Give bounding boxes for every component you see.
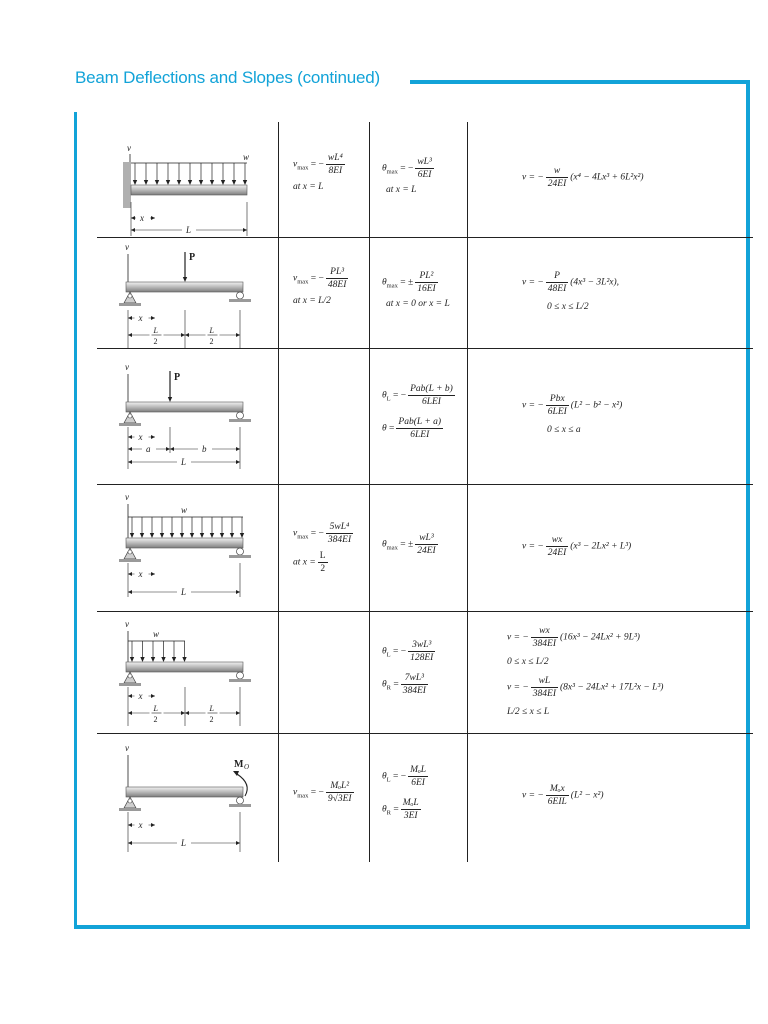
elastic-curve-polynomial: (4x³ − 3L²x), [570,277,620,288]
half-span-label-denominator: 2 [153,715,158,724]
span-label: L [181,838,187,848]
max-deflection-cell [293,521,355,575]
slope-symbol: θ [382,390,387,401]
slope-fraction [408,764,428,789]
slope-symbol: θ [382,771,387,782]
beam-diagram-svg [97,734,277,862]
slope-equation [382,156,436,181]
elastic-curve-symbol: v = − [507,682,529,693]
half-span-label: L [153,326,158,335]
max-deflection-equals: = − [308,159,324,170]
elastic-curve-denominator: 384EI [532,639,557,649]
load-label: w [243,152,250,162]
slope-numerator: Pab(L + a) [398,417,442,427]
load-arrow-head [144,180,148,185]
b-label: b [202,444,207,454]
slope-fraction [408,639,435,664]
load-arrow-head [221,180,225,185]
max-deflection-denominator: 8EI [328,166,343,176]
elastic-curve-symbol: v = − [522,790,544,801]
elastic-curve-denominator: 48EI [547,283,567,294]
max-deflection-fraction [326,780,354,805]
load-arrow-head [240,533,244,538]
max-deflection-equation [293,152,347,177]
beam [131,185,247,195]
elastic-curve-fraction [546,783,569,808]
max-deflection-equals: = − [308,787,324,798]
max-deflection-subscript: max [297,533,309,541]
pin-support-icon [119,672,141,686]
slope-equation [382,383,457,408]
elastic-curve-numerator: Pbx [546,393,569,406]
elastic-curve-symbol: v = − [522,400,544,411]
frame-left-border [74,112,77,929]
slope-equation [382,797,430,822]
v-axis-label: v [125,362,129,372]
slope-fraction [396,416,443,441]
max-deflection-equals: = − [308,528,324,539]
max-deflection-subscript: max [297,164,309,172]
beam [126,538,243,548]
slope-subscript: max [386,544,398,552]
column-divider [467,238,468,349]
slope-equals: = − [397,163,414,174]
slope-equals: = [386,423,395,434]
table-row [97,485,753,612]
max-deflection-subscript: max [297,278,309,286]
column-divider [467,734,468,862]
load-arrow-head [243,180,247,185]
load-arrow-head [199,180,203,185]
slope-location-text: at x = L [386,185,417,195]
slope-symbol: θ [382,423,387,434]
point-load-label: P [174,372,181,383]
elastic-curve-polynomial: (x⁴ − 4Lx³ + 6L²x²) [570,172,644,183]
title-rule [410,80,750,84]
slope-equals: = ± [397,539,414,550]
max-deflection-denominator: 9√3EI [327,794,352,804]
v-axis-label: v [127,143,131,153]
elastic-curve-fraction [531,625,558,650]
half-span-label: L [209,326,214,335]
slope-numerator: 7wL³ [401,672,428,685]
load-arrow-head [161,657,165,662]
slope-numerator: MₒL [402,798,419,808]
load-arrow-head [182,657,186,662]
column-divider [369,485,370,612]
elastic-curve-polynomial: (8x³ − 24Lx² + 17L²x − L³) [560,682,664,693]
elastic-curve-equation [522,165,643,190]
slope-equation [382,532,440,557]
elastic-curve-equation [522,534,631,559]
half-span-label-denominator: 2 [209,715,214,724]
slope-location-text: at x = 0 or x = L [386,298,450,309]
load-arrow-head [172,657,176,662]
slope-numerator: wL³ [415,532,437,545]
slope-equation [382,416,457,441]
pin-support-icon [119,548,141,562]
slope-cell [382,532,440,557]
x-label: x [138,691,143,701]
column-divider [369,734,370,862]
slope-equation [382,270,450,295]
max-deflection-equals: = − [308,273,324,284]
load-arrow-head [220,533,224,538]
elastic-curve-denominator: 384EI [532,689,557,699]
elastic-curve-numerator: Mₒx [546,783,569,796]
slope-subscript: L [386,651,391,659]
beam-diagram-svg [97,122,277,238]
elastic-curve-equation [522,783,603,808]
elastic-curve-polynomial: (L² − b² − x²) [570,400,623,411]
column-divider [278,349,279,485]
beam-diagram [119,743,251,852]
slope-cell [382,270,450,311]
x-label: x [138,569,143,579]
column-divider [369,612,370,734]
elastic-curve-range [507,706,663,719]
column-divider [278,612,279,734]
slope-cell [382,639,437,697]
beam-diagram-svg [97,612,277,734]
slope-numerator: Pab(L + b) [410,384,453,394]
roller-support-icon [229,412,251,422]
slope-denominator: 6LEI [421,397,441,407]
load-arrow-head [140,657,144,662]
slope-subscript: max [386,282,398,290]
elastic-curve-range-text: 0 ≤ x ≤ L/2 [507,657,549,667]
load-arrow-head [130,533,134,538]
x-label: x [138,432,143,442]
slope-location [382,298,450,311]
slope-subscript: R [386,809,392,817]
slope-equals: = [391,804,399,815]
max-deflection-cell [293,266,350,308]
max-deflection-equation [293,266,350,291]
elastic-curve-fraction [546,270,568,295]
load-arrow-head [183,277,187,282]
elastic-curve-symbol: v = − [522,172,544,183]
roller-support-icon [229,797,251,807]
roller-support-icon [229,548,251,558]
slope-cell [382,156,436,197]
elastic-curve-polynomial: (16x³ − 24Lx² + 9L³) [560,632,640,643]
v-axis-label: v [125,492,129,502]
load-arrow-head [200,533,204,538]
load-arrow-head [177,180,181,185]
beam-diagram-svg [97,238,277,349]
table-row [97,238,753,349]
elastic-curve-numerator: wL [531,675,558,688]
half-span-label: L [209,704,214,713]
max-deflection-symbol: v [293,528,298,539]
load-arrow-head [190,533,194,538]
v-axis-label: v [125,743,129,753]
elastic-curve-fraction [546,165,568,190]
table-row [97,349,753,485]
x-label: x [138,313,143,323]
beam [126,402,243,412]
load-label: w [181,505,188,515]
span-label: L [181,587,187,597]
slope-equals: = − [390,771,407,782]
max-deflection-denominator: 384EI [327,534,352,545]
x-label: x [138,820,143,830]
roller-support-icon [229,672,251,682]
column-divider [278,122,279,238]
moment-subscript: O [244,763,250,771]
slope-location [382,184,436,197]
roller-support-icon [229,292,251,302]
beam-table [97,122,753,862]
elastic-curve-fraction [546,393,569,418]
elastic-curve-range [522,424,622,437]
slope-denominator: 24EI [417,545,436,556]
beam [126,282,243,292]
table-row [97,612,753,734]
beam-diagram [119,619,251,726]
elastic-curve-equation [522,393,622,418]
slope-symbol: θ [382,539,387,550]
beam [126,662,243,672]
load-arrow-head [150,533,154,538]
load-arrow-head [155,180,159,185]
max-deflection-symbol: v [293,159,298,170]
slope-numerator: wL³ [417,157,432,167]
a-label: a [146,444,151,454]
load-arrow-head [188,180,192,185]
elastic-curve-denominator: 6EIL [547,797,567,807]
elastic-curve-symbol: v = − [507,632,529,643]
slope-symbol: θ [382,277,387,288]
column-divider [369,238,370,349]
slope-subscript: max [386,168,398,176]
load-arrow-head [160,533,164,538]
elastic-curve-range-text: 0 ≤ x ≤ L/2 [547,301,589,312]
column-divider [467,485,468,612]
max-deflection-location-fraction [318,550,328,575]
max-deflection-subscript: max [297,792,309,800]
half-span-label-denominator: 2 [209,337,214,346]
load-arrow-head [133,180,137,185]
elastic-curve-numerator: wx [531,625,558,638]
max-deflection-fraction [326,521,353,546]
elastic-curve-cell [522,534,631,559]
column-divider [467,122,468,238]
slope-symbol: θ [382,646,387,657]
max-deflection-location-numerator: L [319,550,326,561]
slope-fraction [415,270,437,295]
page-title: Beam Deflections and Slopes (continued) [75,68,380,87]
slope-equation [382,764,430,789]
elastic-curve-polynomial: (x³ − 2Lx² + L³) [570,541,632,552]
slope-symbol: θ [382,804,387,815]
load-arrow-head [140,533,144,538]
slope-equals: = [391,679,399,690]
column-divider [467,612,468,734]
max-deflection-symbol: v [293,787,298,798]
slope-equals: = − [390,646,407,657]
column-divider [278,485,279,612]
slope-fraction [415,156,433,181]
pin-support-icon [119,797,141,811]
pin-support-icon [119,292,141,306]
max-deflection-location [293,181,347,194]
load-arrow-head [232,180,236,185]
span-label: L [181,457,187,467]
beam-diagram [123,143,249,237]
max-deflection-symbol: v [293,273,298,284]
column-divider [278,734,279,862]
elastic-curve-equation [522,270,619,295]
beam-diagram [119,242,251,348]
point-load-label: P [189,252,196,263]
elastic-curve-cell [522,783,603,808]
max-deflection-equation [293,780,356,805]
elastic-curve-cell [507,625,663,719]
slope-subscript: L [386,776,391,784]
max-deflection-numerator: 5wL⁴ [326,521,353,534]
beam-diagram [119,362,251,469]
slope-fraction [401,672,428,697]
slope-fraction [408,383,455,408]
max-deflection-cell [293,780,356,805]
elastic-curve-numerator: P [546,270,568,283]
elastic-curve-cell [522,165,643,190]
elastic-curve-range-text: L/2 ≤ x ≤ L [507,707,550,717]
elastic-curve-fraction [531,675,558,700]
slope-denominator: 6LEI [410,430,430,440]
beam-diagram [119,492,251,599]
load-arrow-head [166,180,170,185]
elastic-curve-symbol: v = − [522,277,544,288]
max-deflection-fraction [326,266,348,291]
max-deflection-location-text: at x = L [293,182,324,192]
slope-fraction [415,532,437,557]
slope-denominator: 3EI [403,811,418,821]
slope-subscript: L [386,395,391,403]
elastic-curve-equation [507,625,663,650]
half-span-label: L [153,704,158,713]
slope-symbol: θ [382,679,387,690]
elastic-curve-symbol: v = − [522,541,544,552]
column-divider [278,238,279,349]
slope-cell [382,764,430,822]
fixed-wall [123,162,131,208]
slope-denominator: 384EI [402,686,426,696]
elastic-curve-numerator: w [546,165,568,178]
max-deflection-location [293,550,355,575]
elastic-curve-range [522,301,619,314]
max-deflection-location-text: at x = [293,557,316,568]
slope-denominator: 16EI [417,283,436,294]
load-label: w [153,629,160,639]
elastic-curve-polynomial: (L² − x²) [570,790,604,801]
table-row [97,122,753,238]
load-arrow-head [170,533,174,538]
load-arrow-head [180,533,184,538]
elastic-curve-fraction [546,534,568,559]
slope-cell [382,383,457,441]
slope-denominator: 128EI [410,653,434,663]
slope-numerator: MₒL [410,765,427,775]
elastic-curve-cell [522,270,619,314]
beam-diagram-svg [97,349,277,485]
elastic-curve-denominator: 24EI [547,547,567,558]
slope-numerator: PL² [415,270,437,283]
elastic-curve-range [507,656,663,669]
max-deflection-numerator: wL⁴ [327,153,343,163]
load-arrow-head [168,397,172,402]
column-divider [467,349,468,485]
max-deflection-denominator: 48EI [327,279,347,290]
half-span-label-denominator: 2 [153,337,158,346]
load-arrow-head [151,657,155,662]
slope-fraction [401,797,421,822]
elastic-curve-range-text: 0 ≤ x ≤ a [547,425,581,435]
v-axis-label: v [125,619,129,629]
load-arrow-head [230,533,234,538]
slope-numerator: 3wL³ [408,639,435,652]
elastic-curve-denominator: 24EI [547,179,567,189]
slope-equals: = ± [397,277,414,288]
slope-equation [382,672,437,697]
elastic-curve-numerator: wx [546,534,568,547]
table-row [97,734,753,862]
slope-equation [382,639,437,664]
slope-equals: = − [390,390,407,401]
max-deflection-fraction [326,152,345,177]
slope-denominator: 6EI [417,170,432,180]
elastic-curve-denominator: 6LEI [547,407,567,417]
max-deflection-cell [293,152,347,194]
slope-subscript: R [386,684,392,692]
max-deflection-numerator: PL³ [326,266,348,279]
beam-diagram-svg [97,485,277,612]
column-divider [369,122,370,238]
load-arrow-head [210,180,214,185]
span-label: L [186,225,192,235]
slope-denominator: 6EI [411,778,425,788]
max-deflection-numerator: MₒL² [326,780,354,793]
max-deflection-equation [293,521,355,546]
beam [126,787,243,797]
v-axis-label: v [125,242,129,252]
moment-label: M [234,759,244,770]
load-arrow-head [130,657,134,662]
slope-symbol: θ [382,163,387,174]
max-deflection-location [293,295,350,308]
elastic-curve-cell [522,393,622,437]
load-arrow-head [210,533,214,538]
frame-bottom-border [74,925,750,929]
max-deflection-location-denominator: 2 [320,563,326,574]
max-deflection-location-text: at x = L/2 [293,295,331,306]
x-label: x [140,213,144,223]
pin-support-icon [119,412,141,426]
column-divider [369,349,370,485]
elastic-curve-equation [507,675,663,700]
